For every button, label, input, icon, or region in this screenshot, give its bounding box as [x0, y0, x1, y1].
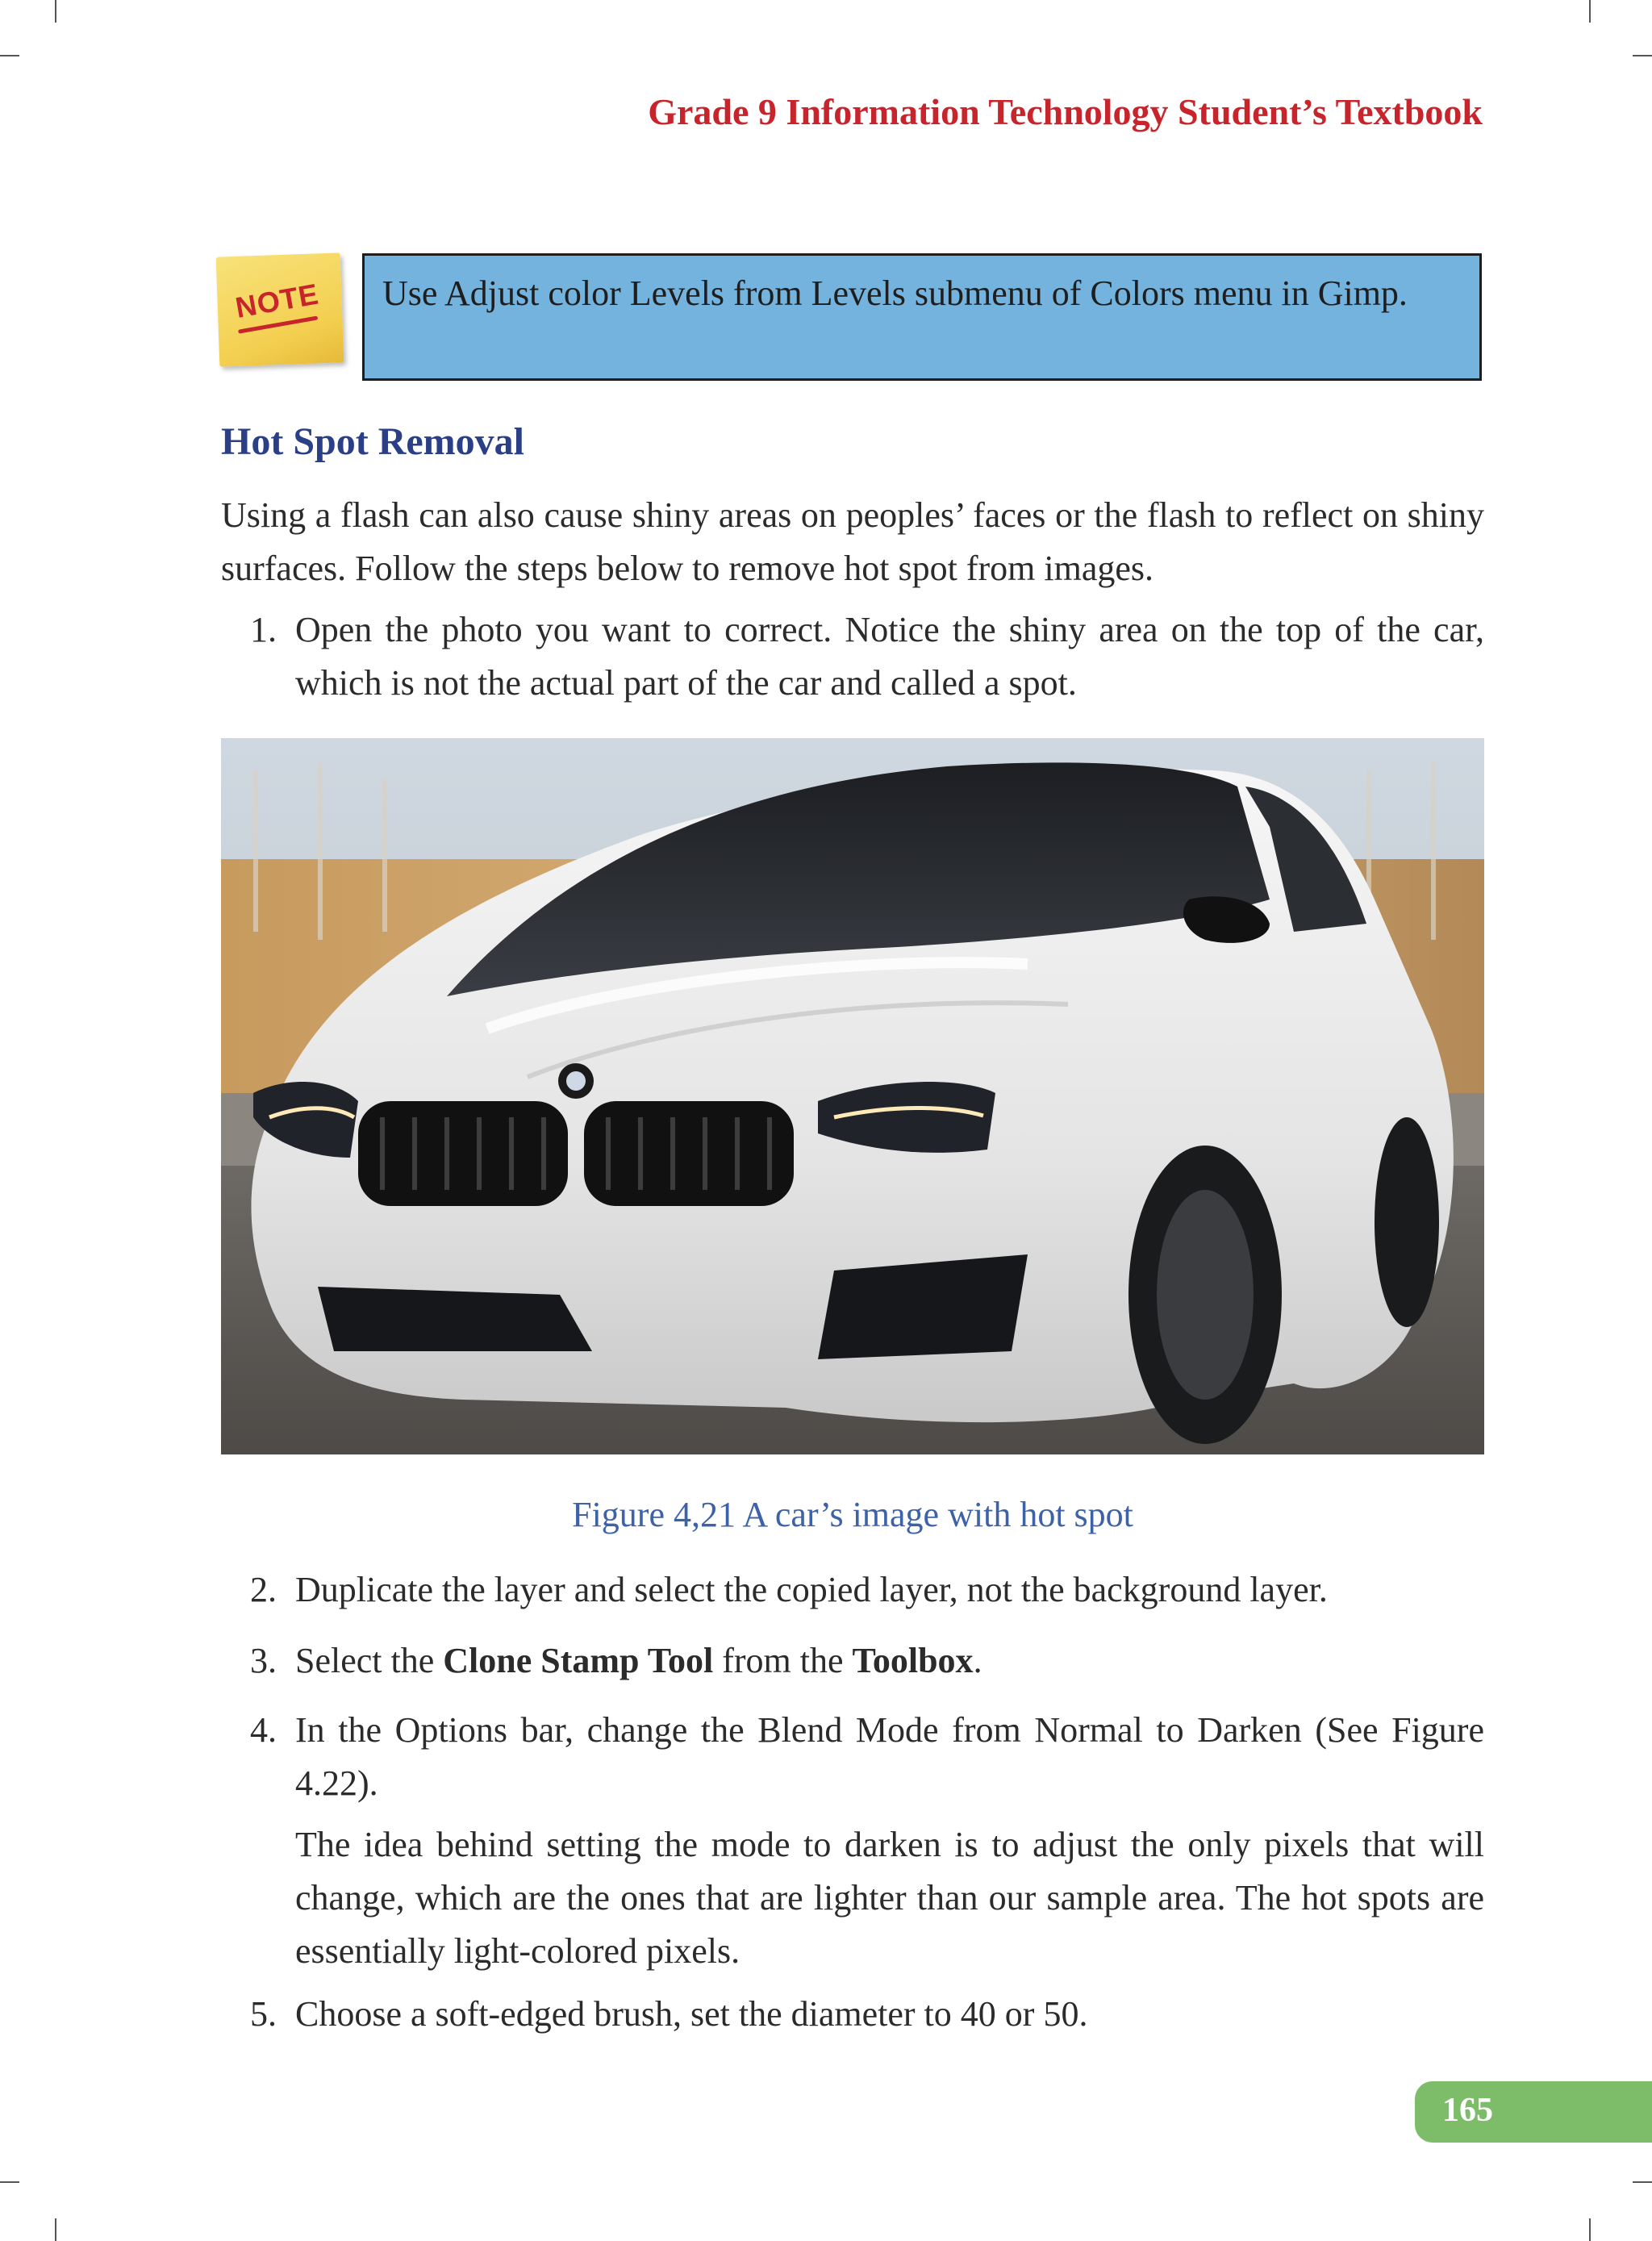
- step-3: [221, 1634, 1484, 1688]
- step-1: [221, 603, 1484, 710]
- page-header: Grade 9 Information Technology Student’s Textbook: [648, 91, 1483, 132]
- step-text: Duplicate the layer and select the copied layer, not the background layer.: [295, 1570, 1328, 1609]
- note-box: Use Adjust color Levels from Levels submenu of Colors menu in Gimp.: [362, 253, 1482, 381]
- crop-mark: [55, 2218, 56, 2241]
- step-number: 3.: [250, 1641, 277, 1680]
- step-number: 4.: [250, 1710, 277, 1750]
- step-text: Choose a soft-edged brush, set the diameter to 40 or 50.: [295, 1994, 1088, 2034]
- crop-mark: [1589, 0, 1591, 23]
- step-text: Open the photo you want to correct. Notice the shiny area on the top of the car, which is not the actual part of the car and called a spot.: [295, 610, 1484, 703]
- crop-mark: [0, 55, 19, 56]
- step-text-mid: from the: [713, 1641, 853, 1680]
- page-number: 165: [1442, 2092, 1493, 2129]
- step-number: 5.: [250, 1994, 277, 2034]
- step-text-post: .: [973, 1641, 982, 1680]
- step-4-explanation: The idea behind setting the mode to darken is to adjust the only pixels that will change, which are the ones that are lighter than our sample area. The hot spots are essentially light-colored pixels.: [295, 1825, 1484, 1971]
- toolbox-term: Toolbox: [852, 1641, 974, 1680]
- crop-mark: [1589, 2218, 1591, 2241]
- crop-mark: [1633, 2181, 1652, 2183]
- clone-stamp-tool-term: Clone Stamp Tool: [443, 1641, 714, 1680]
- step-4: [221, 1704, 1484, 1978]
- figure-caption: Figure 4,21 A car’s image with hot spot: [572, 1495, 1133, 1534]
- step-text-pre: Select the: [295, 1641, 444, 1680]
- crop-mark: [1633, 55, 1652, 56]
- car-photo: [221, 738, 1484, 1454]
- note-label: NOTE: [232, 277, 322, 324]
- step-number: 1.: [250, 610, 277, 649]
- section-title: Hot Spot Removal: [221, 420, 524, 463]
- note-sticker-icon: [216, 252, 344, 366]
- crop-mark: [0, 2181, 19, 2183]
- step-2: [221, 1563, 1484, 1617]
- intro-paragraph: Using a flash can also cause shiny areas on peoples’ faces or the flash to reflect on shiny surfaces. Follow the steps below to remove hot spot from images.: [221, 495, 1484, 588]
- step-text: [295, 1634, 1484, 1688]
- step-5: [221, 1988, 1484, 2041]
- step-number: 2.: [250, 1570, 277, 1609]
- step-text: In the Options bar, change the Blend Mode from Normal to Darken (See Figure 4.22).: [295, 1710, 1484, 1803]
- crop-mark: [55, 0, 56, 23]
